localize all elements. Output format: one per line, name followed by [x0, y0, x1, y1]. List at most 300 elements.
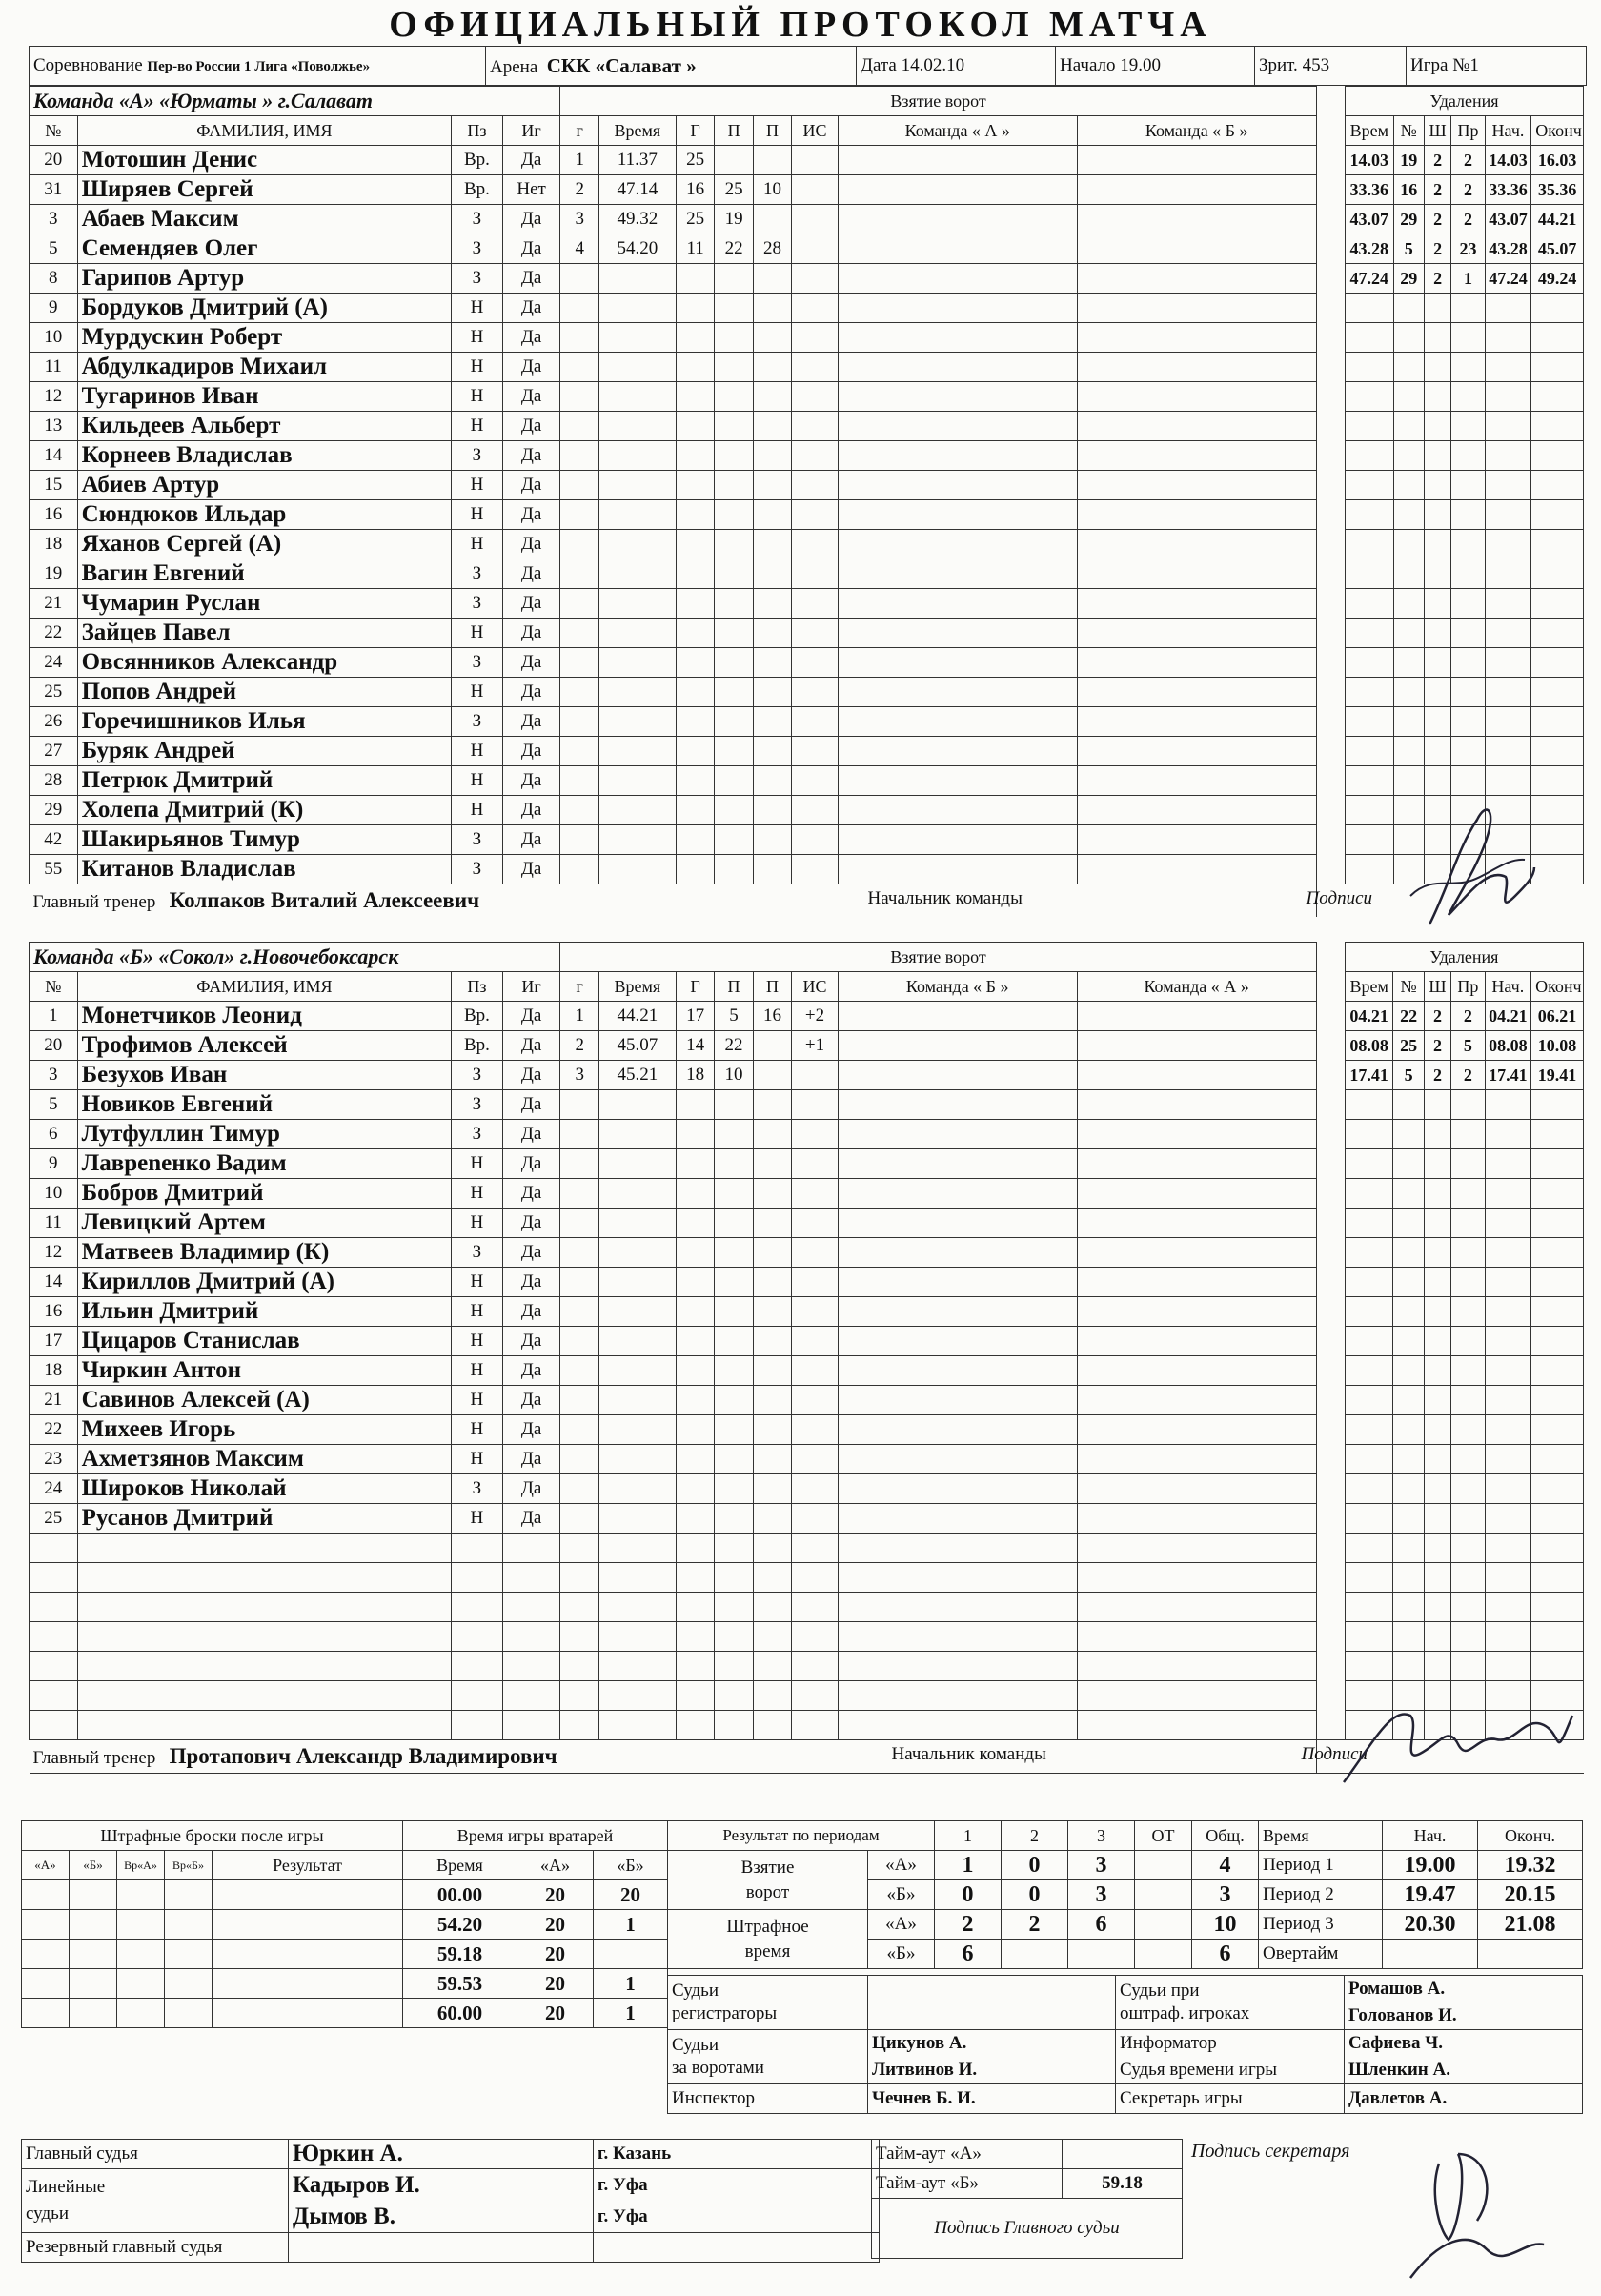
judge-goal-1: Цикунов А. [872, 2033, 967, 2053]
team-b-goal-strength [792, 1209, 839, 1238]
team-b-penalty-player [1393, 1297, 1424, 1327]
team-b-penalty-player [1393, 1179, 1424, 1209]
team-a-lines-a-cell [838, 175, 1077, 205]
team-a-goal-assist-2 [753, 382, 791, 412]
team-a-penalty-time [1346, 589, 1394, 619]
team-b-gap-cell [1316, 1179, 1345, 1209]
team-a-goal-index [560, 382, 598, 412]
team-a-goal-index [560, 323, 598, 353]
team-a-player-position: Н [452, 382, 503, 412]
team-b-lines-b-cell [1077, 1238, 1316, 1268]
team-a-penalty-reason [1451, 589, 1485, 619]
team-b-penalty-time: 04.21 [1345, 1002, 1393, 1031]
timekeeper: Шленкин А. [1348, 2060, 1450, 2080]
team-a-penalty-player [1393, 648, 1424, 678]
team-b-goal-strength [792, 1149, 839, 1179]
team-a-player-number: 11 [30, 353, 78, 382]
team-b-lines-b-cell [1077, 1563, 1316, 1593]
team-a-player-name: Яханов Сергей (А) [77, 530, 452, 559]
informer: Сафиева Ч. [1348, 2033, 1443, 2053]
team-b-row [30, 1179, 1584, 1209]
team-b-lines-a-cell [838, 1209, 1077, 1238]
team-a-penalty-player [1393, 294, 1424, 323]
team-b-goal-time: 44.21 [598, 1002, 676, 1031]
team-b-goal-scorer: 14 [676, 1031, 714, 1061]
period-result-value [1068, 1940, 1135, 1969]
team-a-penalty-end [1531, 619, 1584, 648]
col-time: Время [598, 972, 676, 1002]
team-b-goal-index [560, 1593, 598, 1622]
team-b-player-name: Ильин Дмитрий [77, 1297, 452, 1327]
team-a-goal-assist-1 [715, 737, 753, 766]
team-b-goal-assist-1 [715, 1090, 753, 1120]
team-a-player-name: Гарипов Артур [77, 264, 452, 294]
team-b-goal-assist-1 [715, 1563, 753, 1593]
team-b-goal-assist-2 [753, 1120, 791, 1149]
team-a-lines-a-cell [838, 855, 1077, 884]
team-a-penalty-reason [1451, 294, 1485, 323]
gk-time: 54.20 [403, 1910, 517, 1940]
team-b-player-played [502, 1593, 560, 1622]
team-a-penalty-reason [1451, 441, 1485, 471]
spectators-value: 453 [1302, 55, 1330, 75]
team-a-lines-a-cell [838, 825, 1077, 855]
team-b-penalty-player [1393, 1593, 1424, 1622]
team-a-lines-a-cell [838, 382, 1077, 412]
gk-title: Время игры вратарей [403, 1821, 668, 1851]
team-a-goal-assist-1 [715, 294, 753, 323]
team-a-lines-a-cell [838, 707, 1077, 737]
team-b-goal-time [598, 1711, 676, 1740]
gk-b [594, 1940, 668, 1969]
team-b-lines-a-cell [838, 1238, 1077, 1268]
team-b-penalty-minutes [1424, 1652, 1450, 1681]
team-b-goal-time [598, 1149, 676, 1179]
team-a-goal-strength [792, 855, 839, 884]
team-a-player-position: З [452, 707, 503, 737]
team-a-penalty-minutes [1424, 441, 1450, 471]
team-a-penalty-reason: 2 [1451, 205, 1485, 234]
team-b-lines-b-cell [1077, 1209, 1316, 1238]
team-b-player-played [502, 1652, 560, 1681]
team-a-player-played: Да [502, 678, 560, 707]
team-b-player-position: Н [452, 1297, 503, 1327]
team-b-penalty-start [1485, 1386, 1531, 1415]
team-a-penalty-player: 19 [1393, 146, 1424, 175]
team-a-gap-cell [1316, 382, 1345, 412]
team-a-penalty-end [1531, 796, 1584, 825]
team-b-player-position: З [452, 1090, 503, 1120]
team-b-player-number [30, 1563, 78, 1593]
gk-time: 59.53 [403, 1969, 517, 1999]
team-b-penalty-start [1485, 1534, 1531, 1563]
team-a-row [30, 648, 1584, 678]
team-b-goal-assist-1: 5 [715, 1002, 753, 1031]
team-b-player-number: 20 [30, 1031, 78, 1061]
shootout-cell [165, 1940, 213, 1969]
team-b-row [30, 1593, 1584, 1622]
team-a-row [30, 766, 1584, 796]
timeouts-table [871, 2139, 1183, 2259]
team-b-player-name: Широков Николай [77, 1474, 452, 1504]
team-a-signatures-label: Подписи [1306, 888, 1373, 908]
spectators-label: Зрит. [1259, 55, 1298, 75]
team-b-penalty-player [1393, 1090, 1424, 1120]
team-a-gap-cell [1316, 737, 1345, 766]
period-times-table [1258, 1820, 1583, 1969]
team-b-penalty-reason [1451, 1445, 1485, 1474]
team-a-penalty-minutes [1424, 737, 1450, 766]
gk-a: 20 [517, 1910, 594, 1940]
team-b-lines-b-cell [1077, 1415, 1316, 1445]
team-b-player-position: З [452, 1120, 503, 1149]
team-b-penalty-minutes [1424, 1120, 1450, 1149]
team-a-penalty-reason: 2 [1451, 146, 1485, 175]
team-a-goal-scorer [676, 559, 714, 589]
team-a-penalty-start [1485, 855, 1531, 884]
shootout-col-b: «Б» [70, 1851, 117, 1880]
team-a-goal-time [598, 264, 676, 294]
team-a-goal-assist-2: 28 [753, 234, 791, 264]
team-b-goal-assist-1 [715, 1356, 753, 1386]
team-a-penalty-minutes [1424, 619, 1450, 648]
team-a-player-position: З [452, 589, 503, 619]
team-b-goal-index [560, 1504, 598, 1534]
team-b-player-name: Безухов Иван [77, 1061, 452, 1090]
team-a-goal-time [598, 559, 676, 589]
team-a-player-position: Н [452, 471, 503, 500]
team-b-penalty-player [1393, 1534, 1424, 1563]
team-a-penalty-minutes [1424, 796, 1450, 825]
team-b-gap-cell [1316, 1149, 1345, 1179]
team-b-penalty-end [1531, 1209, 1584, 1238]
team-b-penalty-reason [1451, 1120, 1485, 1149]
team-b-goal-strength [792, 1090, 839, 1120]
team-a-penalty-end [1531, 500, 1584, 530]
team-b-gap-cell [1316, 1090, 1345, 1120]
team-a-penalty-end [1531, 707, 1584, 737]
team-b-penalty-start [1485, 1120, 1531, 1149]
team-b-goal-scorer [676, 1711, 714, 1740]
col-pen-time: Врем [1346, 116, 1394, 146]
timeout-a [1063, 2140, 1183, 2169]
team-a-penalty-end [1531, 589, 1584, 619]
team-b-penalty-time [1345, 1327, 1393, 1356]
team-b-player-position [452, 1563, 503, 1593]
team-a-penalty-start [1485, 323, 1531, 353]
secretary: Давлетов А. [1345, 2084, 1583, 2114]
team-a-player-position: Н [452, 294, 503, 323]
team-b-player-name: Лутфуллин Тимур [77, 1120, 452, 1149]
team-b-penalty-minutes [1424, 1386, 1450, 1415]
team-b-goal-scorer [676, 1386, 714, 1415]
line-ref-1-city: г. Уфа [598, 2175, 648, 2195]
team-a-penalty-end [1531, 737, 1584, 766]
team-a-penalty-time [1346, 825, 1394, 855]
col-pen-num: № [1393, 116, 1424, 146]
timeout-b-label: Тайм-аут «Б» [872, 2169, 1063, 2199]
team-b-penalty-minutes [1424, 1327, 1450, 1356]
period-col-1: 1 [935, 1821, 1002, 1851]
team-b-goal-scorer [676, 1504, 714, 1534]
team-b-gap-cell [1316, 1327, 1345, 1356]
team-a-penalty-start [1485, 471, 1531, 500]
team-b-penalty-end [1531, 1090, 1584, 1120]
team-a-player-name: Петрюк Дмитрий [77, 766, 452, 796]
shootout-col-a: «А» [22, 1851, 70, 1880]
team-b-goal-scorer [676, 1563, 714, 1593]
team-b-goal-index [560, 1563, 598, 1593]
team-a-goal-index [560, 796, 598, 825]
team-b-lines-b-cell [1077, 1622, 1316, 1652]
team-a-penalty-time [1346, 323, 1394, 353]
col-G: Г [676, 116, 714, 146]
team-a-player-played: Да [502, 530, 560, 559]
team-b-goal-time [598, 1179, 676, 1209]
team-a-penalty-time [1346, 441, 1394, 471]
team-a-gap-cell [1316, 825, 1345, 855]
team-b-lines-b-cell [1077, 1681, 1316, 1711]
team-a-penalty-time [1346, 382, 1394, 412]
col-lines-b: Команда « А » [1077, 972, 1316, 1002]
shootout-cell [213, 1880, 403, 1910]
team-b-gap-cell [1316, 1681, 1345, 1711]
team-a-player-position: Н [452, 323, 503, 353]
shootout-col-result: Результат [213, 1851, 403, 1880]
team-b-penalty-reason [1451, 1474, 1485, 1504]
team-a-player-played: Да [502, 353, 560, 382]
team-a-coach-label: Главный тренер [32, 892, 156, 912]
team-a-row [30, 500, 1584, 530]
team-a-penalty-player: 5 [1393, 234, 1424, 264]
team-b-penalty-time [1345, 1268, 1393, 1297]
period-time-row [1259, 1880, 1583, 1910]
team-b-penalty-reason [1451, 1209, 1485, 1238]
team-b-goal-time [598, 1386, 676, 1415]
team-b-player-position: З [452, 1061, 503, 1090]
team-a-player-number: 25 [30, 678, 78, 707]
team-b-lines-a-cell [838, 1031, 1077, 1061]
team-a-row [30, 323, 1584, 353]
signature-secretary [1401, 2135, 1591, 2287]
shootout-cell [165, 1999, 213, 2028]
team-b-lines-a-cell [838, 1474, 1077, 1504]
shootout-title: Штрафные броски после игры [22, 1821, 403, 1851]
team-a-player-position: З [452, 825, 503, 855]
team-b-player-position: Н [452, 1268, 503, 1297]
team-b-goal-assist-1: 22 [715, 1031, 753, 1061]
team-a-goal-scorer [676, 825, 714, 855]
team-b-goal-scorer [676, 1415, 714, 1445]
team-a-lines-a-cell [838, 559, 1077, 589]
team-b-penalty-player [1393, 1563, 1424, 1593]
team-b-goal-index [560, 1386, 598, 1415]
team-a-gap-cell [1316, 796, 1345, 825]
team-b-penalty-reason [1451, 1268, 1485, 1297]
team-a-goal-assist-1 [715, 323, 753, 353]
team-a-goal-index [560, 678, 598, 707]
team-b-goal-assist-2 [753, 1652, 791, 1681]
team-a-penalty-player [1393, 678, 1424, 707]
team-b-gap-cell [1316, 1238, 1345, 1268]
team-a-penalty-start [1485, 412, 1531, 441]
team-b-goal-time [598, 1120, 676, 1149]
team-a-lines-a-cell [838, 619, 1077, 648]
team-b-penalty-start [1485, 1297, 1531, 1327]
team-b-player-played [502, 1534, 560, 1563]
main-ref-city: г. Казань [594, 2140, 880, 2169]
team-a-player-number: 3 [30, 205, 78, 234]
team-b-player-position [452, 1711, 503, 1740]
team-a-penalty-end [1531, 471, 1584, 500]
team-a-penalty-player [1393, 766, 1424, 796]
team-b-player-position: Н [452, 1327, 503, 1356]
team-a-lines-b-cell [1077, 353, 1316, 382]
team-b-player-position: Н [452, 1179, 503, 1209]
team-a-lines-b-cell [1077, 382, 1316, 412]
team-a-player-position: З [452, 648, 503, 678]
team-a-lines-b-cell [1077, 471, 1316, 500]
team-a-player-number: 27 [30, 737, 78, 766]
team-b-row [30, 1622, 1584, 1652]
team-b-player-number: 23 [30, 1445, 78, 1474]
team-a-penalty-start [1485, 589, 1531, 619]
team-b-penalty-player [1393, 1415, 1424, 1445]
team-a-player-name: Кильдеев Альберт [77, 412, 452, 441]
team-a-lines-b-cell [1077, 707, 1316, 737]
team-a-penalty-minutes [1424, 559, 1450, 589]
team-a-player-name: Шакирьянов Тимур [77, 825, 452, 855]
team-b-penalty-time [1345, 1209, 1393, 1238]
team-a-penalty-minutes [1424, 855, 1450, 884]
team-a-goal-index [560, 471, 598, 500]
team-a-goal-strength [792, 412, 839, 441]
team-b-lines-b-cell [1077, 1090, 1316, 1120]
team-a-goal-assist-2 [753, 737, 791, 766]
team-a-penalty-minutes [1424, 500, 1450, 530]
team-a-goal-assist-1 [715, 264, 753, 294]
team-a-goal-assist-1 [715, 825, 753, 855]
team-b-signatures-label: Подписи [1301, 1744, 1368, 1764]
team-b-goal-assist-1 [715, 1534, 753, 1563]
team-a-player-number: 8 [30, 264, 78, 294]
team-b-player-played: Да [502, 1356, 560, 1386]
referees-table: Главный судья Юркин А. г. Казань Линейные судьи Кадыров И. Дымов В. г. Уфа г. Уфа Резервный главный судья [21, 2139, 880, 2263]
team-b-goal-strength: +2 [792, 1002, 839, 1031]
team-b-penalty-time [1345, 1534, 1393, 1563]
team-b-lines-a-cell [838, 1002, 1077, 1031]
team-a-penalty-player [1393, 530, 1424, 559]
team-b-penalty-player [1393, 1120, 1424, 1149]
team-b-penalty-player [1393, 1445, 1424, 1474]
team-b-goal-scorer [676, 1268, 714, 1297]
team-a-player-name: Мотошин Денис [77, 146, 452, 175]
team-b-lines-a-cell [838, 1563, 1077, 1593]
team-a-goal-time [598, 707, 676, 737]
team-a-penalty-start: 43.07 [1485, 205, 1531, 234]
col-pen-sh: Ш [1424, 116, 1450, 146]
team-a-player-number: 13 [30, 412, 78, 441]
team-b-goal-index [560, 1149, 598, 1179]
period-result-team: «Б» [868, 1940, 935, 1969]
team-b-penalty-player [1393, 1356, 1424, 1386]
team-a-goal-assist-1: 22 [715, 234, 753, 264]
team-a-penalty-reason [1451, 648, 1485, 678]
team-b-goal-index [560, 1445, 598, 1474]
team-a-gap-cell [1316, 530, 1345, 559]
period-result-value [1135, 1910, 1192, 1940]
team-a-player-number: 20 [30, 146, 78, 175]
inspector-label: Инспектор [668, 2084, 868, 2114]
team-b-penalty-end [1531, 1297, 1584, 1327]
team-b-player-name: Русанов Дмитрий [77, 1504, 452, 1534]
team-b-penalty-time [1345, 1386, 1393, 1415]
team-a-penalty-minutes [1424, 412, 1450, 441]
team-b-penalty-start [1485, 1179, 1531, 1209]
team-a-player-played: Да [502, 500, 560, 530]
team-a-gap-cell [1316, 175, 1345, 205]
team-a-goal-assist-2 [753, 500, 791, 530]
shootout-cell [70, 1880, 117, 1910]
team-b-player-name: Бобров Дмитрий [77, 1179, 452, 1209]
periods-title: Результат по периодам [668, 1821, 935, 1851]
team-a-row [30, 589, 1584, 619]
team-a-goal-assist-2 [753, 294, 791, 323]
team-b-penalty-time [1345, 1415, 1393, 1445]
team-b-goal-assist-2 [753, 1209, 791, 1238]
officials-table: Судьи регистраторы Судьи при оштраф. игроках Ромашов А. Голованов И. Судьи за воротами Цикунов А. Литвинов И. Информатор Судья времени игры Сафиева Ч. Шленкин А. Инспектор Чечнев Б. И. Секретарь игры Давлетов А. [667, 1975, 1583, 2114]
shootout-cell [22, 1999, 70, 2028]
period-result-team: «А» [868, 1910, 935, 1940]
team-a-player-played: Да [502, 855, 560, 884]
team-a-penalty-player [1393, 441, 1424, 471]
team-b-penalty-reason [1451, 1179, 1485, 1209]
team-b-goal-assist-2 [753, 1593, 791, 1622]
team-b-penalty-start [1485, 1090, 1531, 1120]
team-a-player-number: 19 [30, 559, 78, 589]
team-b-gap-cell [1316, 1474, 1345, 1504]
team-a-goal-index [560, 619, 598, 648]
team-b-penalty-minutes [1424, 1622, 1450, 1652]
team-b-goal-assist-1 [715, 1149, 753, 1179]
team-a-penalty-reason: 1 [1451, 264, 1485, 294]
team-a-goal-assist-1: 19 [715, 205, 753, 234]
team-b-lines-a-cell [838, 1090, 1077, 1120]
team-b-player-played: Да [502, 1327, 560, 1356]
team-b-player-number: 9 [30, 1149, 78, 1179]
col-pen-end: Оконч [1531, 116, 1584, 146]
team-b-player-name: Михеев Игорь [77, 1415, 452, 1445]
team-b-goal-strength [792, 1297, 839, 1327]
team-a-penalty-reason [1451, 796, 1485, 825]
team-a-goal-assist-1 [715, 441, 753, 471]
team-b-goal-time [598, 1474, 676, 1504]
team-b-penalty-player: 25 [1393, 1031, 1424, 1061]
period-result-value: 1 [935, 1851, 1002, 1880]
line-ref-1: Кадыров И. [293, 2172, 420, 2198]
team-b-penalty-end: 19.41 [1531, 1061, 1584, 1090]
team-a-lines-a-cell [838, 294, 1077, 323]
team-a-penalty-reason [1451, 737, 1485, 766]
team-a-goal-assist-2 [753, 205, 791, 234]
team-b-penalty-time [1345, 1120, 1393, 1149]
team-a-penalty-player [1393, 500, 1424, 530]
team-b-gap-cell [1316, 1563, 1345, 1593]
team-a-penalty-reason [1451, 707, 1485, 737]
team-b-player-position: Вр. [452, 1031, 503, 1061]
team-b-goal-index [560, 1209, 598, 1238]
team-b-goal-time [598, 1445, 676, 1474]
